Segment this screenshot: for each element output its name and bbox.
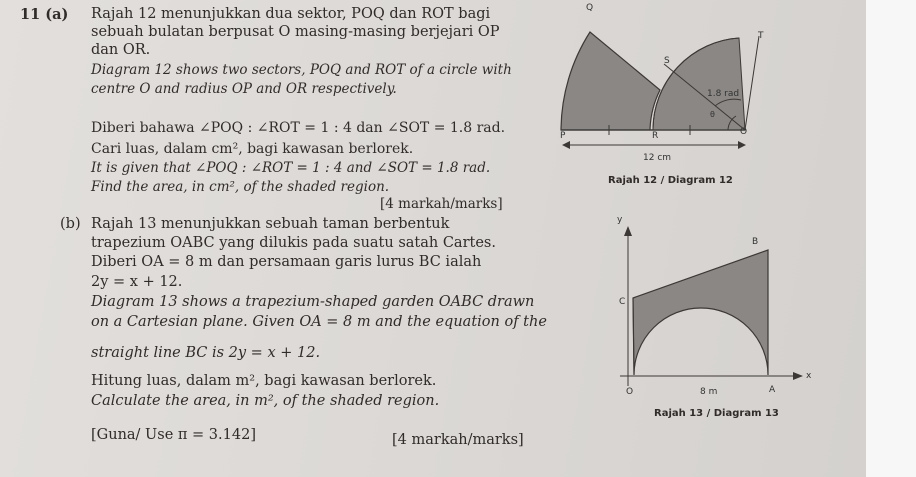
shaded-region [633, 250, 768, 375]
qa-english-line-1: Diagram 12 shows two sectors, POQ and ROT of a circle with [91, 62, 512, 78]
arrow-right-head [738, 141, 746, 149]
arrow-left-head [562, 141, 570, 149]
page-edge [866, 0, 916, 477]
y-axis-arrow [624, 226, 632, 236]
label-theta: θ [710, 110, 715, 119]
qb-english-line-1: Diagram 13 shows a trapezium-shaped garden OABC drawn [91, 294, 535, 310]
qb-malay-line-4: 2y = x + 12. [91, 274, 183, 290]
qb-calc-malay: Hitung luas, dalam m², bagi kawasan berlorek. [91, 373, 437, 389]
qb-english-line-3: straight line BC is 2y = x + 12. [91, 345, 321, 361]
qa-given-english: It is given that ∠POQ : ∠ROT = 1 : 4 and ∠SOT = 1.8 rad. [91, 160, 491, 176]
diagram-13 [600, 208, 820, 408]
question-number: 11 (a) [20, 6, 69, 23]
label-r: R [652, 131, 659, 141]
label-a: A [769, 385, 776, 395]
label-12-cm: 12 cm [643, 153, 672, 163]
label-x: x [806, 371, 812, 381]
label-p: P [560, 131, 566, 141]
qa-find-english: Find the area, in cm², of the shaded region. [91, 179, 390, 195]
qb-english-line-2: on a Cartesian plane. Given OA = 8 m and the equation of the [91, 314, 547, 330]
label-t: T [758, 31, 764, 41]
qa-malay-line-2: sebuah bulatan berpusat O masing-masing berjejari OP [91, 24, 500, 40]
qa-malay-line-1: Rajah 12 menunjukkan dua sektor, POQ dan ROT bagi [91, 6, 491, 22]
x-axis-arrow [793, 372, 803, 380]
label-1-8-rad: 1.8 rad [707, 89, 740, 99]
diagram-12-caption: Rajah 12 / Diagram 12 [608, 175, 733, 186]
label-o: O [626, 387, 634, 397]
qb-use-pi: [Guna/ Use π = 3.142] [91, 427, 256, 443]
diagram-12 [550, 0, 764, 195]
label-y: y [617, 215, 623, 225]
qa-english-line-2: centre O and radius OP and OR respectively. [91, 81, 397, 97]
qb-malay-line-3: Diberi OA = 8 m dan persamaan garis lurus BC ialah [91, 254, 482, 270]
qb-malay-line-1: Rajah 13 menunjukkan sebuah taman berbentuk [91, 216, 450, 232]
qb-label: (b) [60, 216, 81, 232]
label-o: O [740, 127, 748, 137]
label-b: B [752, 237, 759, 247]
qa-marks: [4 markah/marks] [380, 196, 503, 212]
shaded-segment-rot [653, 38, 745, 130]
label-q: Q [586, 3, 594, 13]
label-8-m: 8 m [700, 387, 718, 397]
label-s: S [664, 56, 670, 66]
qa-find-malay: Cari luas, dalam cm², bagi kawasan berlorek. [91, 141, 414, 157]
qa-given-malay: Diberi bahawa ∠POQ : ∠ROT = 1 : 4 dan ∠SOT = 1.8 rad. [91, 120, 506, 136]
qb-calc-english: Calculate the area, in m², of the shaded region. [91, 393, 440, 409]
qb-malay-line-2: trapezium OABC yang dilukis pada suatu satah Cartes. [91, 235, 496, 251]
qa-malay-line-3: dan OR. [91, 42, 151, 58]
diagram-13-caption: Rajah 13 / Diagram 13 [654, 408, 779, 419]
qb-marks: [4 markah/marks] [392, 432, 524, 448]
label-c: C [619, 297, 626, 307]
line-ot [745, 36, 759, 130]
